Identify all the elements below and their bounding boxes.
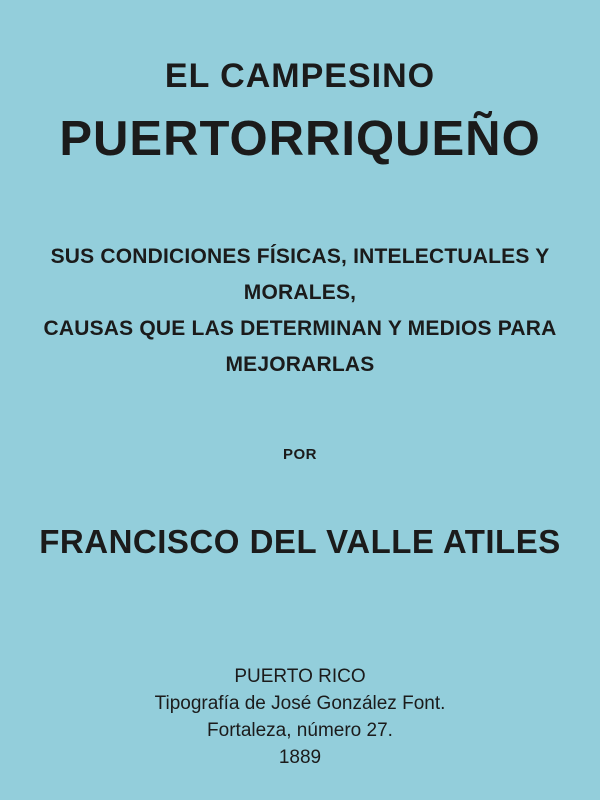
- imprint-place: PUERTO RICO: [234, 666, 366, 688]
- book-title-line1: EL CAMPESINO: [164, 57, 436, 95]
- book-title-line2: PUERTORRIQUEÑO: [59, 112, 541, 167]
- author-name: FRANCISCO DEL VALLE ATILES: [39, 523, 561, 561]
- imprint-year: 1889: [278, 747, 322, 769]
- imprint-address: Fortaleza, número 27.: [207, 720, 393, 742]
- imprint-block: [155, 663, 446, 771]
- byline-label: POR: [282, 446, 317, 464]
- book-subtitle-line1: SUS CONDICIONES FÍSICAS, INTELECTUALES Y MORALES,: [50, 245, 550, 305]
- book-subtitle-line2: CAUSAS QUE LAS DETERMINAN Y MEDIOS PARA MEJORARLAS: [43, 317, 557, 377]
- imprint-publisher: Tipografía de José González Font.: [154, 693, 446, 715]
- book-subtitle: [0, 239, 600, 383]
